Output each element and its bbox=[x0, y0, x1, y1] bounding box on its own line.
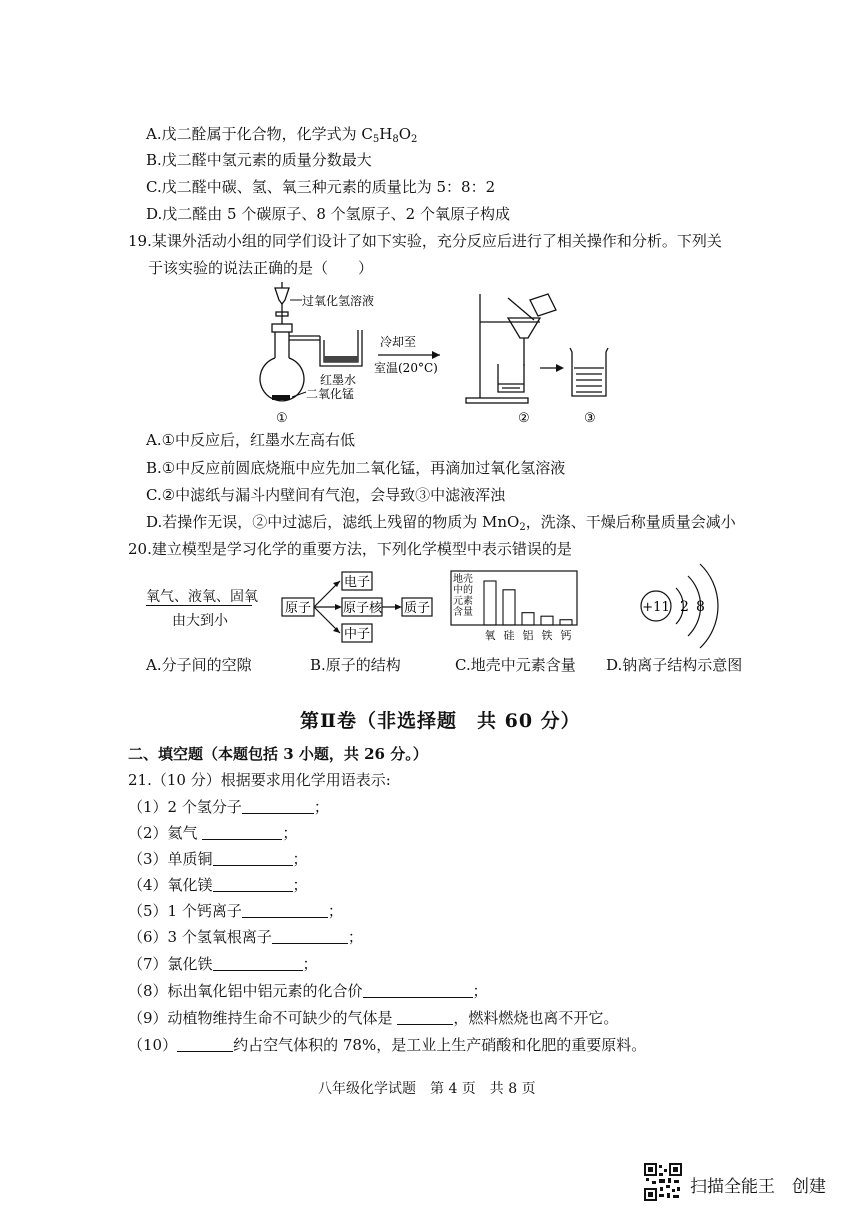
crust-category-label-3: 铁 bbox=[541, 629, 553, 642]
box-nucleus: 原子核 bbox=[343, 601, 383, 616]
model-a-top-text: 氧气、液氧、固氧 bbox=[146, 589, 258, 605]
label-mno2: 二氧化锰 bbox=[306, 387, 355, 401]
answer-blank[interactable] bbox=[272, 929, 348, 944]
page-footer: 八年级化学试题 第 4 页 共 8 页 bbox=[318, 1081, 536, 1097]
q21-item-3: （3）单质铜 ； bbox=[128, 850, 308, 868]
shell2-count: 8 bbox=[696, 599, 705, 615]
q21-item-9: （9）动植物维持生命不可缺少的气体是 ，燃料燃烧也离不开它。 bbox=[128, 1009, 619, 1027]
q21-item-2: （2）氦气 ； bbox=[128, 824, 298, 842]
part2-heading: 第Ⅱ卷（非选择题 共 60 分） bbox=[300, 710, 581, 732]
answer-blank[interactable] bbox=[397, 1010, 453, 1025]
q21-item-1: （1）2 个氢分子 ； bbox=[128, 798, 329, 816]
answer-blank[interactable] bbox=[213, 956, 303, 971]
shell1-count: 2 bbox=[680, 599, 689, 615]
q19-apparatus-figure bbox=[240, 280, 660, 428]
qr-code-icon bbox=[644, 1163, 682, 1201]
beaker-icon bbox=[570, 348, 608, 396]
box-electron: 电子 bbox=[344, 575, 371, 590]
box-proton: 质子 bbox=[404, 601, 431, 616]
answer-blank[interactable] bbox=[242, 903, 328, 918]
red-ink-liquid bbox=[324, 356, 358, 362]
caption-c: C.地壳中元素含量 bbox=[455, 656, 576, 674]
model-c-crust-chart bbox=[450, 570, 580, 644]
ylabel-line-3: 含量 bbox=[453, 607, 473, 618]
figure-number-2: ② bbox=[518, 411, 530, 426]
model-b-atom-structure bbox=[280, 570, 440, 644]
q21-item-6: （6）3 个氢氧根离子 ； bbox=[128, 928, 363, 946]
label-h2o2: 过氧化氢溶液 bbox=[302, 294, 375, 308]
q19-option-c: C.②中滤纸与漏斗内壁间有气泡，会导致③中滤液浑浊 bbox=[146, 486, 506, 504]
separatory-funnel-icon bbox=[275, 282, 289, 324]
answer-blank[interactable] bbox=[177, 1037, 233, 1052]
answer-blank[interactable] bbox=[363, 983, 473, 998]
answer-blank[interactable] bbox=[213, 877, 293, 892]
caption-d: D.钠离子结构示意图 bbox=[606, 656, 743, 674]
figure-number-3: ③ bbox=[584, 411, 596, 426]
box-neutron: 中子 bbox=[344, 627, 371, 642]
crust-category-label-0: 氧 bbox=[484, 629, 496, 642]
crust-bar-2 bbox=[522, 613, 534, 625]
crust-category-label-4: 钙 bbox=[560, 629, 572, 642]
q18-option-a: A.戊二酫属于化合物，化学式为 $C_5H_8O_2$ bbox=[146, 125, 418, 145]
model-d-sodium-ion bbox=[630, 558, 750, 654]
ylabel-line-1: 中的 bbox=[453, 585, 473, 596]
q18-option-b: B.戊二醛中氢元素的质量分数最大 bbox=[146, 151, 372, 169]
q21-item-5: （5）1 个钙离子 ； bbox=[128, 902, 343, 920]
q21-item-8: （8）标出氧化铝中铝元素的化合价 ； bbox=[128, 982, 488, 1000]
q19-option-b: B.①中反应前圆底烧瓶中应先加二氧化锰，再滴加过氧化氢溶液 bbox=[146, 459, 566, 477]
label-red-ink: 红墨水 bbox=[320, 373, 357, 387]
crust-bar-3 bbox=[541, 616, 553, 625]
box-atom: 原子 bbox=[285, 601, 312, 616]
answer-blank[interactable] bbox=[202, 825, 282, 840]
crust-bar-0 bbox=[484, 581, 496, 625]
q19-option-a: A.①中反应后，红墨水左高右低 bbox=[146, 431, 356, 449]
q18-option-c: C.戊二醛中碳、氢、氧三种元素的质量比为 5：8：2 bbox=[146, 178, 496, 196]
crust-category-label-1: 硅 bbox=[503, 629, 515, 642]
answer-blank[interactable] bbox=[242, 799, 314, 814]
q21-stem: 21.（10 分）根据要求用化学用语表示: bbox=[128, 771, 391, 789]
q19-option-d: D.若操作无误，②中过滤后，滤纸上残留的物质为 MnO$_2$，洗涤、干燥后称量质量会减小 bbox=[146, 513, 736, 533]
watermark-text: 扫描全能王 创建 bbox=[690, 1177, 826, 1197]
figure-number-1: ① bbox=[276, 411, 288, 426]
q19-stem-line2: 于该实验的说法正确的是（ ） bbox=[148, 259, 374, 277]
q21-item-4: （4）氧化镁 ； bbox=[128, 876, 308, 894]
mno2-powder bbox=[272, 395, 290, 400]
model-a-bottom-text: 由大到小 bbox=[172, 613, 228, 629]
caption-a: A.分子间的空隙 bbox=[146, 656, 252, 674]
q19-stem-line1: 19.某课外活动小组的同学们设计了如下实验，充分反应后进行了相关操作和分析。下列关 bbox=[128, 232, 722, 250]
section2-heading: 二、填空题（本题包括 3 小题，共 26 分。） bbox=[128, 745, 428, 763]
ylabel-line-0: 地壳 bbox=[453, 574, 473, 585]
model-a-divider bbox=[146, 605, 252, 606]
q21-item-10: （10） 约占空气体积的 78%，是工业上生产硝酸和化肥的重要原料。 bbox=[128, 1036, 647, 1054]
q21-item-7: （7）氯化铁 ； bbox=[128, 955, 318, 973]
crust-bar-4 bbox=[560, 620, 572, 625]
q18-option-d: D.戊二醛由 5 个碳原子、8 个氢原子、2 个氧原子构成 bbox=[146, 205, 510, 223]
q20-stem: 20.建立模型是学习化学的重要方法，下列化学模型中表示错误的是 bbox=[128, 540, 572, 558]
caption-b: B.原子的结构 bbox=[310, 656, 401, 674]
nucleus-charge: +11 bbox=[642, 600, 670, 615]
ylabel-line-2: 元素 bbox=[453, 596, 473, 607]
arrow-label-top: 冷却至 bbox=[380, 335, 417, 349]
answer-blank[interactable] bbox=[213, 851, 293, 866]
crust-category-label-2: 铝 bbox=[522, 629, 534, 642]
filtration-stand-icon bbox=[466, 294, 556, 403]
arrow-label-bottom: 室温(20°C) bbox=[374, 361, 438, 375]
crust-bar-1 bbox=[503, 590, 515, 625]
